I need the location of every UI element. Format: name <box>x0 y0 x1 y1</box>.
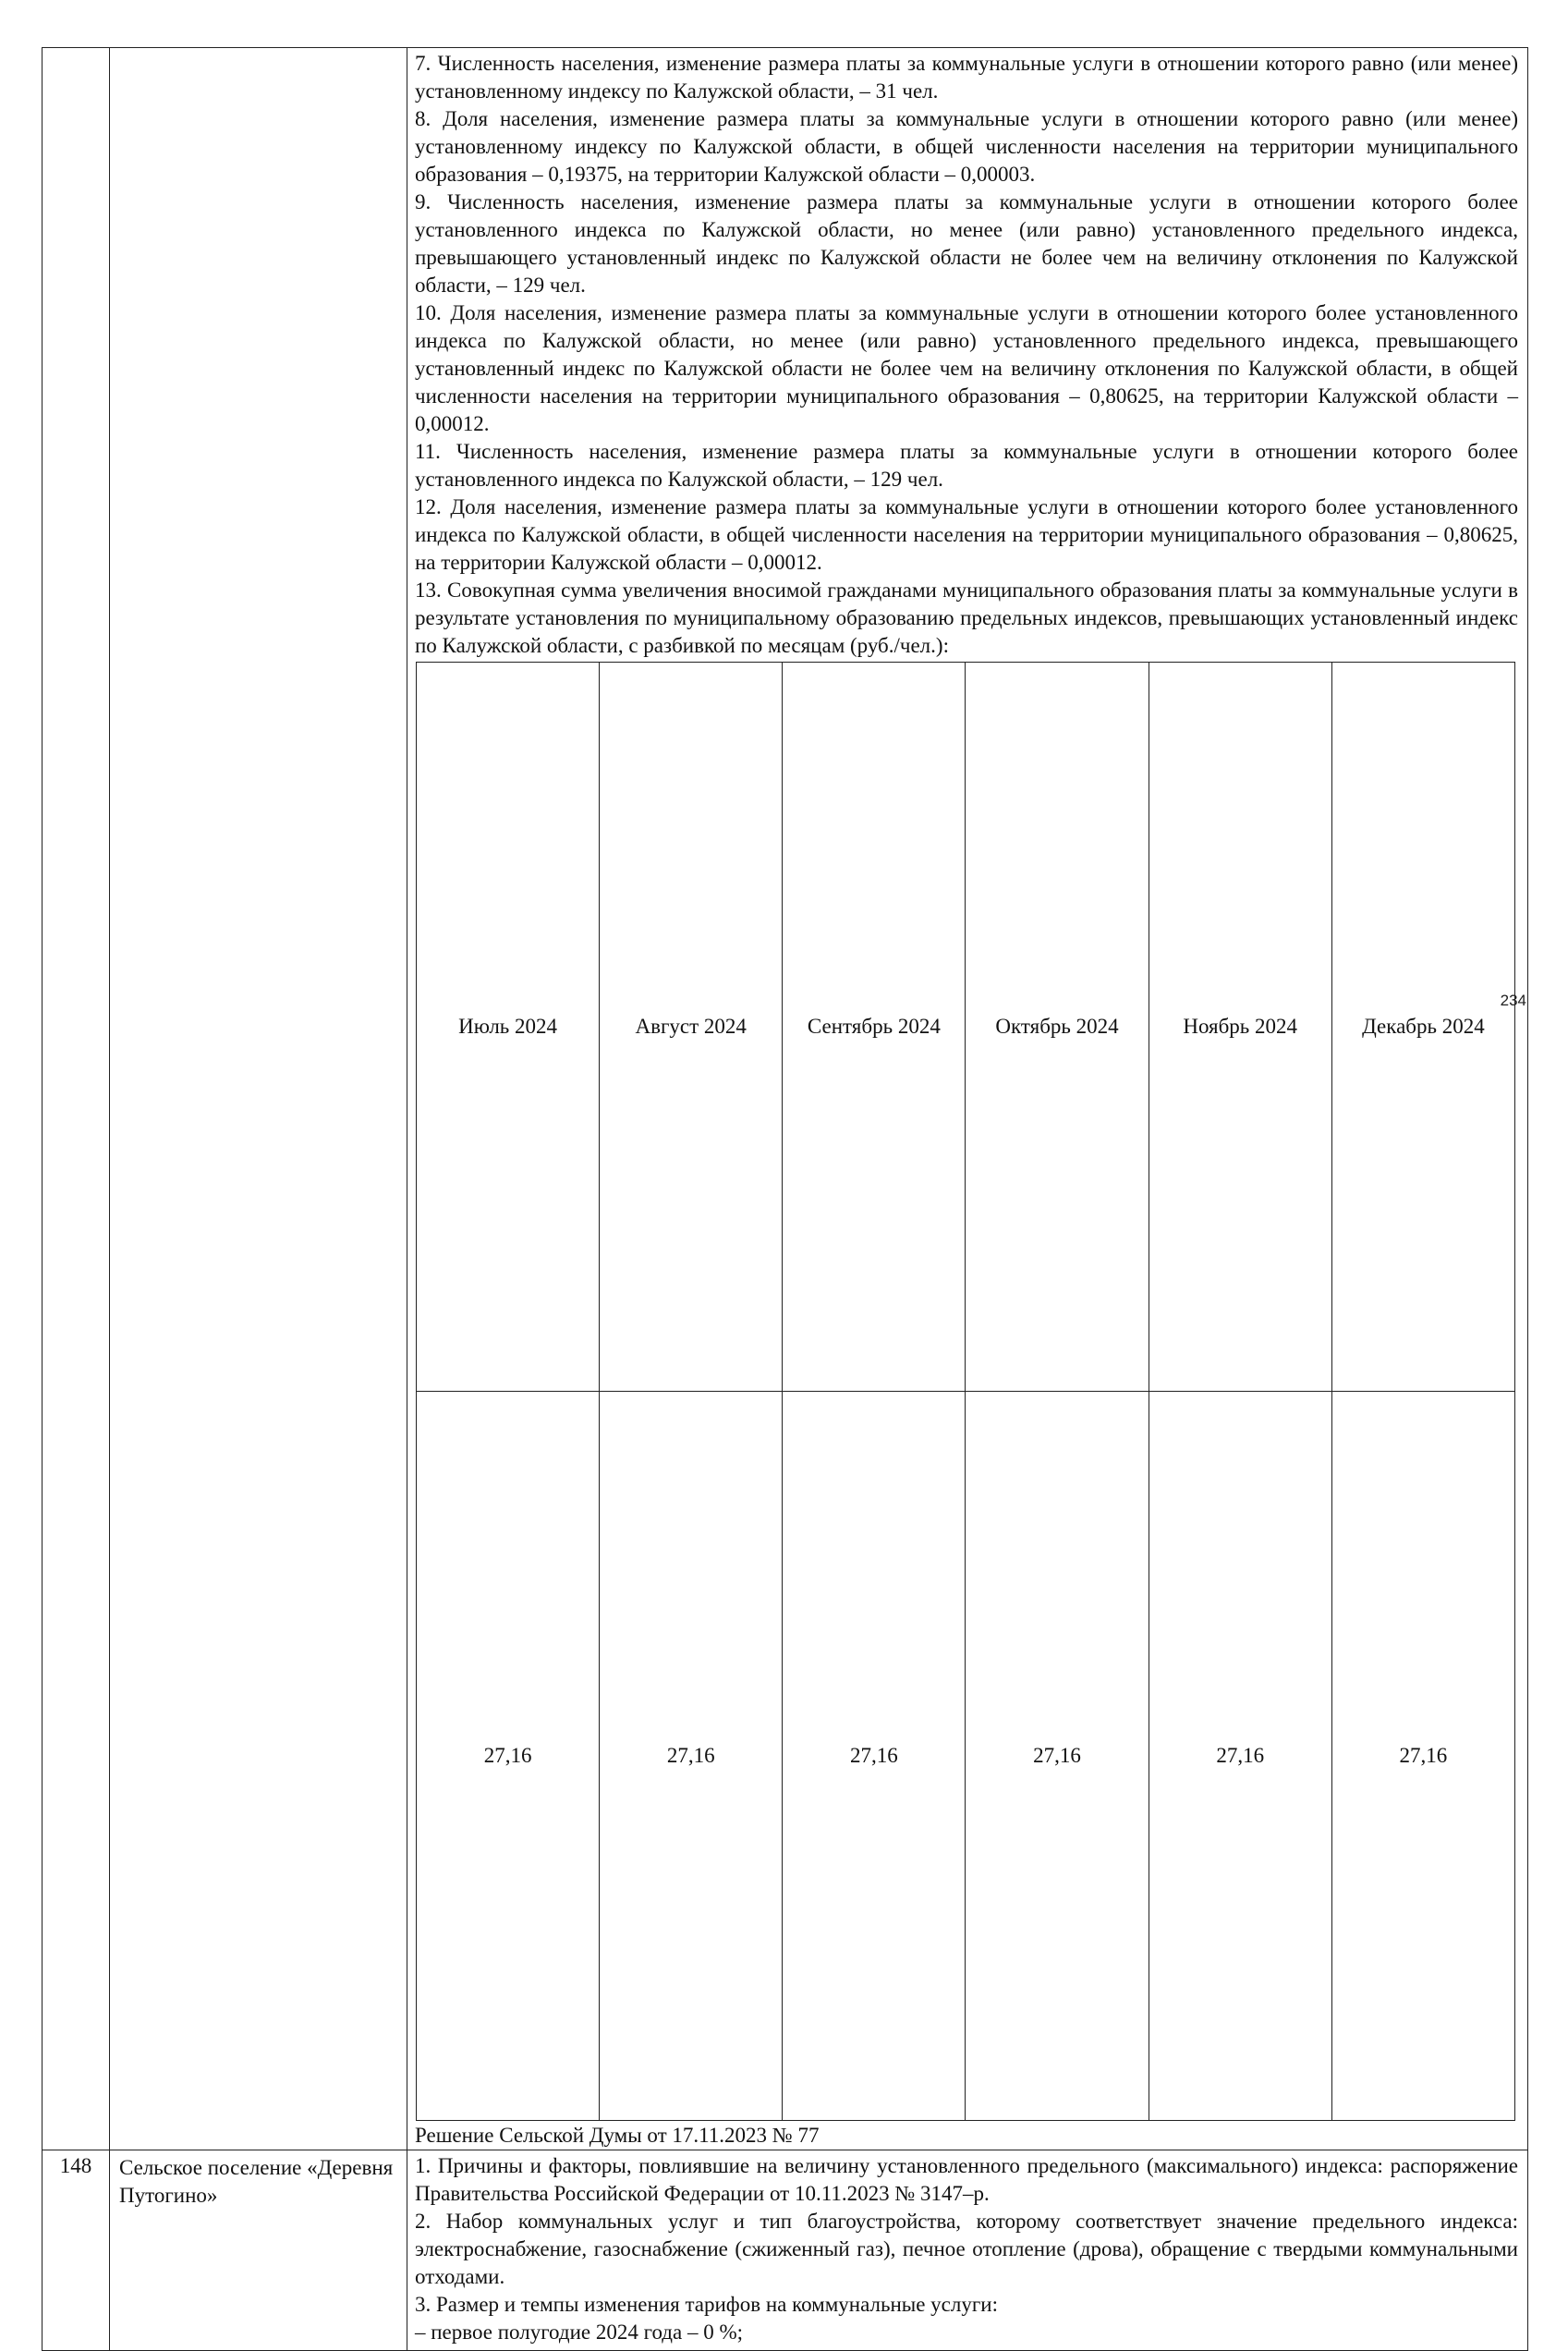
month-header: Декабрь 2024 <box>1331 663 1514 1392</box>
month-header: Август 2024 <box>600 663 783 1392</box>
month-value: 27,16 <box>1331 1392 1514 2121</box>
month-value: 27,16 <box>966 1392 1149 2121</box>
month-header: Сентябрь 2024 <box>783 663 966 1392</box>
paragraph-item-12: 12. Доля населения, изменение размера платы за коммунальные услуги в отношении которого более установленного индекса по Калужской области, в общей численности населения на территории муниципального образования – 0,80625, на территории Калужской области – 0,00012. <box>415 495 1518 574</box>
paragraph-item-8: 8. Доля населения, изменение размера платы за коммунальные услуги в отношении которого равно (или менее) установленному индексу по Калужской области, в общей численности населения на территории муниципального образования – 0,19375, на территории Калужской области – 0,00003. <box>415 107 1518 186</box>
month-header: Ноябрь 2024 <box>1149 663 1331 1392</box>
paragraph-item-11: 11. Численность населения, изменение размера платы за коммунальные услуги в отношении которого более установленного индекса по Калужской области, – 129 чел. <box>415 440 1518 491</box>
monthly-increase-table <box>416 662 1515 2121</box>
month-value: 27,16 <box>600 1392 783 2121</box>
paragraph-item-13: 13. Совокупная сумма увеличения вносимой гражданами муниципального образования платы за коммунальные услуги в результате установления по муниципальному образованию предельных индексов, превышающих установленный индекс по Калужской области, с разбивкой по месяцам (руб./чел.): <box>415 579 1518 657</box>
month-value: 27,16 <box>1149 1392 1331 2121</box>
table-row <box>43 2150 1528 2351</box>
description-cell <box>407 2150 1528 2351</box>
paragraph-item-10: 10. Доля населения, изменение размера платы за коммунальные услуги в отношении которого более установленного индекса по Калужской области, но менее (или равно) установленного предельного индекса, превышающего установленный индекс по Калужской области не более чем на величину отклонения по Калужской области, в общей численности населения на территории муниципального образования – 0,80625, на территории Калужской области – 0,00012. <box>415 301 1518 435</box>
month-value: 27,16 <box>783 1392 966 2121</box>
paragraph-item-1: 1. Причины и факторы, повлиявшие на величину установленного предельного (максимального) индекса: распоряжение Правительства Российской Федерации от 10.11.2023 № 3147–р. <box>415 2154 1518 2205</box>
municipality-name-cell: Сельское поселение «Деревня Путогино» <box>110 2150 407 2351</box>
paragraph-item-2: 2. Набор коммунальных услуг и тип благоустройства, которому соответствует значение предельного индекса: электроснабжение, газоснабжение (сжиженный газ), печное отопление (дрова), обращение с твердыми коммунальными отходами. <box>415 2210 1518 2288</box>
month-value: 27,16 <box>417 1392 600 2121</box>
months-value-row <box>417 1392 1515 2121</box>
municipal-index-table <box>42 47 1528 2351</box>
paragraph-item-9: 9. Численность населения, изменение размера платы за коммунальные услуги в отношении которого более установленного индекса по Калужской области, но менее (или равно) установленного предельного индекса, превышающего установленный индекс по Калужской области не более чем на величину отклонения по Калужской области, – 129 чел. <box>415 190 1518 297</box>
municipality-name-cell <box>110 48 407 2150</box>
decision-reference: Решение Сельской Думы от 17.11.2023 № 77 <box>415 2124 820 2147</box>
month-header: Июль 2024 <box>417 663 600 1392</box>
description-cell <box>407 48 1528 2150</box>
row-number-cell: 148 <box>43 2150 110 2351</box>
row-number-cell <box>43 48 110 2150</box>
paragraph-item-3: 3. Размер и темпы изменения тарифов на коммунальные услуги: <box>415 2293 998 2316</box>
page-number: 234 <box>1500 992 1526 1009</box>
paragraph-item-4: – первое полугодие 2024 года – 0 %; <box>415 2321 744 2344</box>
months-header-row <box>417 663 1515 1392</box>
month-header: Октябрь 2024 <box>966 663 1149 1392</box>
paragraph-item-7: 7. Численность населения, изменение размера платы за коммунальные услуги в отношении которого равно (или менее) установленному индексу по Калужской области, – 31 чел. <box>415 52 1518 103</box>
table-row <box>43 48 1528 2150</box>
